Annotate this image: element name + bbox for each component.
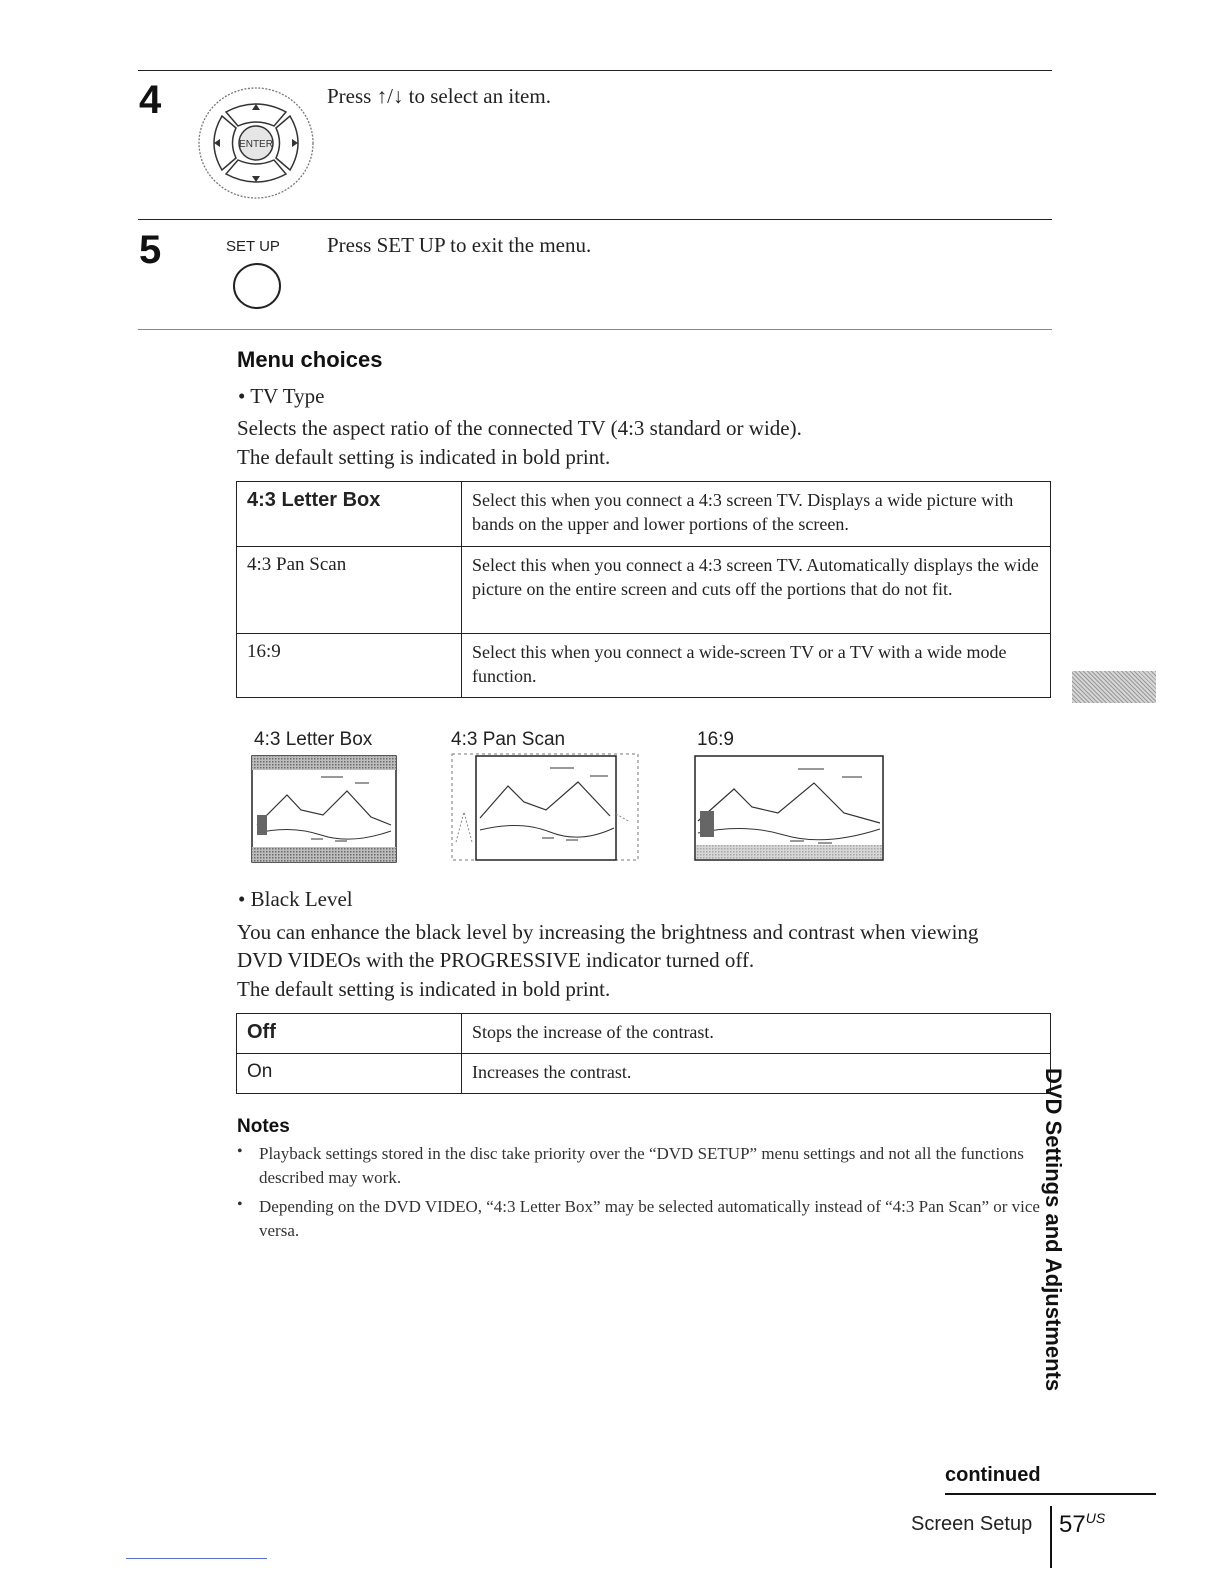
page-number-value: 57 (1059, 1511, 1086, 1538)
panscan-caption: 4:3 Pan Scan (451, 729, 566, 750)
widescreen-illustration (694, 755, 886, 863)
continued-label: continued (945, 1464, 1041, 1486)
black-level-default-note: The default setting is indicated in bold print. (237, 977, 611, 1001)
setup-button-label: SET UP (226, 238, 280, 255)
tv-type-description: Selects the aspect ratio of the connected TV (4:3 standard or wide). (237, 416, 802, 440)
footer-rule (945, 1493, 1156, 1495)
tv-type-bullet: • TV Type (238, 384, 325, 408)
letterbox-illustration (251, 755, 397, 863)
option-description: Select this when you connect a wide-screen TV or a TV with a wide mode function. (462, 634, 1051, 698)
wide-caption: 16:9 (697, 729, 734, 750)
table-row (237, 482, 1051, 547)
enter-label: ENTER (239, 139, 273, 150)
table-row (237, 1014, 1051, 1054)
page-number (1059, 1510, 1105, 1539)
notes-title: Notes (237, 1116, 290, 1137)
table-row (237, 547, 1051, 634)
black-level-bullet: • Black Level (238, 887, 353, 911)
option-label: Off (237, 1014, 462, 1054)
option-description: Stops the increase of the contrast. (462, 1014, 1051, 1054)
step-5-text: Press SET UP to exit the menu. (327, 233, 592, 257)
top-rule (138, 70, 1052, 71)
option-description: Select this when you connect a 4:3 screen TV. Automatically displays the wide picture on the entire screen and cuts off the portions that do not fit. (462, 547, 1051, 634)
option-label: On (237, 1054, 462, 1094)
step-5-rule (138, 219, 1052, 220)
table-row (237, 634, 1051, 698)
option-label: 4:3 Pan Scan (237, 547, 462, 634)
setup-button-icon (231, 261, 283, 311)
enter-button-icon (196, 86, 316, 202)
note-item: Depending on the DVD VIDEO, “4:3 Letter Box” may be selected automatically instead of “4:3 Pan Scan” or vice versa. (259, 1197, 1040, 1240)
section-name: Screen Setup (911, 1513, 1033, 1535)
black-level-description: You can enhance the black level by increasing the brightness and contrast when viewing DVD VIDEOs with the PROGRESSIVE indicator turned off. (237, 920, 979, 972)
menu-rule (138, 329, 1052, 330)
table-row (237, 1054, 1051, 1094)
bottom-link-rule (126, 1558, 267, 1559)
section-side-label: DVD Settings and Adjustments (1041, 1068, 1066, 1392)
step-4-text: Press ↑/↓ to select an item. (327, 84, 551, 108)
option-description: Increases the contrast. (462, 1054, 1051, 1094)
option-description: Select this when you connect a 4:3 screen TV. Displays a wide picture with bands on the upper and lower portions of the screen. (462, 482, 1051, 547)
footer-divider (1050, 1506, 1052, 1568)
step-number-4: 4 (139, 78, 162, 122)
tv-type-default-note: The default setting is indicated in bold print. (237, 445, 611, 469)
option-label: 4:3 Letter Box (237, 482, 462, 547)
bullet-icon: • (237, 1196, 243, 1213)
note-item: Playback settings stored in the disc take priority over the “DVD SETUP” menu settings and not all the functions described may work. (259, 1144, 1024, 1187)
menu-choices-heading: Menu choices (237, 347, 383, 372)
black-level-table (236, 1013, 1051, 1094)
bullet-icon: • (237, 1143, 243, 1160)
section-tab-marker (1072, 671, 1156, 703)
option-label: 16:9 (237, 634, 462, 698)
panscan-illustration (450, 752, 640, 864)
page-suffix: US (1085, 1510, 1106, 1526)
tv-type-table (236, 481, 1051, 698)
letterbox-caption: 4:3 Letter Box (254, 729, 373, 750)
step-number-5: 5 (139, 228, 162, 272)
